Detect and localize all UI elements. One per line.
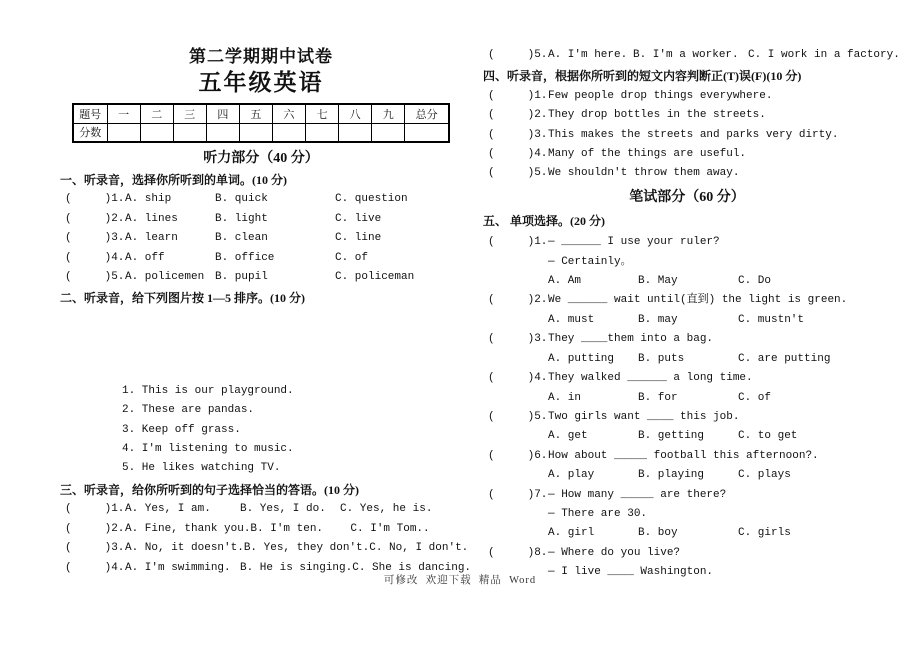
score-table-header-cell: 四 <box>206 104 239 123</box>
score-table-header-cell: 七 <box>306 104 339 123</box>
question-text: They walked ______ a long time. <box>548 372 753 385</box>
option-b: B. light <box>215 212 268 225</box>
option-b: B. I'm a worker. <box>633 49 739 61</box>
true-false-row <box>483 145 891 164</box>
answer-bracket: ( )3. <box>488 333 548 346</box>
options-row <box>483 427 891 446</box>
option-c: C. mustn't <box>738 313 805 326</box>
score-blank-cell <box>372 123 405 142</box>
statement-text: Few people drop things everywhere. <box>548 89 773 102</box>
statement-text: They drop bottles in the streets. <box>548 109 766 122</box>
score-blank-cell <box>140 123 173 142</box>
option-b: B. He is singing. <box>240 561 353 574</box>
option-a: A. learn <box>125 232 178 245</box>
option-c: C. Do <box>738 275 772 288</box>
option-a: A. play <box>548 469 595 482</box>
question-text: — ______ I use your ruler? <box>548 236 720 249</box>
question-text: — Where do you live? <box>548 546 681 559</box>
answer-bracket: ( )2. <box>65 212 125 225</box>
question-row <box>483 46 900 65</box>
question-row <box>60 520 462 539</box>
score-table-score-row <box>73 123 449 142</box>
listening-sentence: 3. Keep off grass. <box>122 423 241 436</box>
score-blank-cell <box>272 123 305 142</box>
question-row <box>483 486 891 505</box>
option-c: C. live <box>335 212 382 225</box>
answer-bracket: ( )8. <box>488 546 548 559</box>
options-row <box>483 389 891 408</box>
question-row <box>483 233 891 252</box>
question-text: How about _____ football this afternoon?. <box>548 449 819 462</box>
option-a: A. putting <box>548 352 615 365</box>
answer-bracket: ( )2. <box>65 522 125 535</box>
answer-bracket: ( )3. <box>488 128 548 141</box>
section1-title: 一、听录音，选择你所听到的单词。(10 分) <box>60 173 287 187</box>
options-row <box>483 272 891 291</box>
score-table-header-cell: 九 <box>372 104 405 123</box>
answer-bracket: ( )4. <box>488 372 548 385</box>
option-b: B. boy <box>638 527 678 540</box>
option-c: C. I'm Tom.. <box>350 522 430 535</box>
option-a: A. I'm here. <box>548 49 628 61</box>
option-b: B. clean <box>215 232 268 245</box>
option-c: C. Yes, he is. <box>340 503 433 516</box>
question-row <box>483 369 891 388</box>
statement-text: This makes the streets and parks very dirty. <box>548 128 839 141</box>
question-continuation: — Certainly。 <box>548 255 632 268</box>
option-a: A. policemen <box>125 271 205 284</box>
option-b: B. playing <box>638 469 705 482</box>
answer-bracket: ( )5. <box>488 410 548 423</box>
score-table <box>72 103 450 143</box>
score-blank-cell <box>239 123 272 142</box>
option-b: B. Yes, they don't. <box>243 542 370 555</box>
answer-bracket: ( )6. <box>488 449 548 462</box>
true-false-row <box>483 87 891 106</box>
question-text: Two girls want ____ this job. <box>548 410 740 423</box>
option-a: A. girl <box>548 527 595 540</box>
answer-bracket: ( )4. <box>65 251 125 264</box>
question-continuation: — I live ____ Washington. <box>548 566 714 579</box>
right-column <box>483 46 900 583</box>
question-row <box>60 249 462 268</box>
document-footer: 可修改 欢迎下载 精品 Word <box>383 575 537 586</box>
option-b: B. pupil <box>215 271 268 284</box>
listening-part-heading: 听力部分（40 分） <box>203 151 319 166</box>
options-row <box>483 350 891 369</box>
answer-bracket: ( )5. <box>65 271 125 284</box>
answer-bracket: ( )4. <box>488 148 548 161</box>
question-row <box>60 210 462 229</box>
exam-title: 第二学期期中试卷 <box>189 47 333 66</box>
score-blank-cell <box>339 123 372 142</box>
score-table-header-cell: 八 <box>339 104 372 123</box>
answer-bracket: ( )1. <box>65 503 125 516</box>
section5-title: 五、 单项选择。(20 分) <box>483 213 605 228</box>
option-b: B. Yes, I do. <box>240 503 326 516</box>
question-row <box>60 539 469 558</box>
option-c: C. I work in a factory. <box>748 49 900 61</box>
option-c: C. are putting <box>738 352 831 365</box>
question-text: They ____them into a bag. <box>548 333 714 346</box>
listening-sentence: 5. He likes watching TV. <box>122 462 281 475</box>
question-row <box>60 190 462 209</box>
listening-sentence: 4. I'm listening to music. <box>122 443 294 456</box>
answer-bracket: ( )1. <box>488 236 548 249</box>
option-a: A. in <box>548 391 582 404</box>
image-placeholder-area <box>60 309 462 382</box>
question-row <box>483 544 891 563</box>
score-blank-cell <box>173 123 206 142</box>
option-c: C. No, I don't. <box>369 542 469 555</box>
option-c: C. policeman <box>335 271 415 284</box>
option-c: C. of <box>738 391 772 404</box>
left-column <box>60 46 472 578</box>
statement-text: Many of the things are useful. <box>548 148 747 161</box>
answer-bracket: ( )3. <box>65 542 125 555</box>
answer-bracket: ( )5. <box>488 167 548 180</box>
score-blank-cell <box>107 123 140 142</box>
option-c: C. plays <box>738 469 791 482</box>
score-table-header-cell: 一 <box>107 104 140 123</box>
option-a: A. I'm swimming. <box>125 561 231 574</box>
answer-bracket: ( )1. <box>488 89 548 102</box>
option-b: B. I'm ten. <box>250 522 324 535</box>
question-row <box>483 330 891 349</box>
option-c: C. to get <box>738 430 798 443</box>
option-c: C. line <box>335 232 382 245</box>
score-blank-cell <box>206 123 239 142</box>
exam-subtitle: 五年级英语 <box>198 70 324 95</box>
option-b: B. for <box>638 391 678 404</box>
options-row <box>483 524 891 543</box>
question-row <box>60 229 462 248</box>
statement-text: We shouldn't throw them away. <box>548 167 740 180</box>
score-table-header-cell: 二 <box>140 104 173 123</box>
listening-sentence: 1. This is our playground. <box>122 384 294 397</box>
option-a: A. Am <box>548 275 582 288</box>
score-table-header-cell: 题号 <box>73 104 107 123</box>
option-c: C. question <box>335 193 408 206</box>
option-b: B. quick <box>215 193 268 206</box>
question-continuation: — There are 30. <box>548 507 648 520</box>
option-a: A. must <box>548 313 595 326</box>
option-b: B. office <box>215 251 275 264</box>
true-false-row <box>483 126 891 145</box>
answer-bracket: ( )2. <box>488 109 548 122</box>
answer-bracket: ( )2. <box>488 294 548 307</box>
written-part-heading: 笔试部分（60 分） <box>629 189 745 205</box>
answer-bracket: ( )7. <box>488 488 548 501</box>
question-row <box>483 291 891 310</box>
answer-bracket: ( )5. <box>488 49 548 61</box>
score-row-label: 分数 <box>73 123 107 142</box>
section2-title: 二、听录音，给下列图片按 1—5 排序。(10 分) <box>60 291 305 306</box>
question-text: — How many _____ are there? <box>548 488 727 501</box>
score-table-header-row <box>73 104 449 123</box>
answer-bracket: ( )4. <box>65 561 125 574</box>
option-b: B. may <box>638 313 678 326</box>
question-row <box>483 447 891 466</box>
score-blank-cell <box>405 123 449 142</box>
option-c: C. of <box>335 251 369 264</box>
option-c: C. girls <box>738 527 791 540</box>
section3-title: 三、听录音，给你所听到的句子选择恰当的答语。(10 分) <box>60 482 359 497</box>
option-a: A. Yes, I am. <box>125 503 211 516</box>
score-table-header-cell: 六 <box>272 104 305 123</box>
option-b: B. May <box>638 275 678 288</box>
score-table-header-cell: 五 <box>239 104 272 123</box>
options-row <box>483 466 891 485</box>
option-a: A. ship <box>125 193 172 206</box>
listening-sentence: 2. These are pandas. <box>122 404 255 417</box>
question-row <box>60 500 462 519</box>
option-a: A. lines <box>125 212 178 225</box>
options-row <box>483 311 891 330</box>
option-a: A. No, it doesn't. <box>125 542 244 555</box>
option-a: A. off <box>125 251 165 264</box>
section4-title: 四、听录音，根据你所听到的短文内容判断正(T)误(F)(10 分) <box>483 69 802 84</box>
question-row <box>60 268 462 287</box>
question-row <box>483 408 891 427</box>
option-b: B. puts <box>638 352 685 365</box>
true-false-row <box>483 164 891 183</box>
option-a: A. get <box>548 430 588 443</box>
true-false-row <box>483 106 891 125</box>
question-text: We ______ wait until(直到) the light is green. <box>548 294 848 307</box>
score-blank-cell <box>306 123 339 142</box>
answer-bracket: ( )3. <box>65 232 125 245</box>
score-table-header-cell: 总分 <box>405 104 449 123</box>
score-table-header-cell: 三 <box>173 104 206 123</box>
option-a: A. Fine, thank you. <box>125 522 251 535</box>
answer-bracket: ( )1. <box>65 193 125 206</box>
option-b: B. getting <box>638 430 705 443</box>
option-c: C. She is dancing. <box>352 561 472 574</box>
